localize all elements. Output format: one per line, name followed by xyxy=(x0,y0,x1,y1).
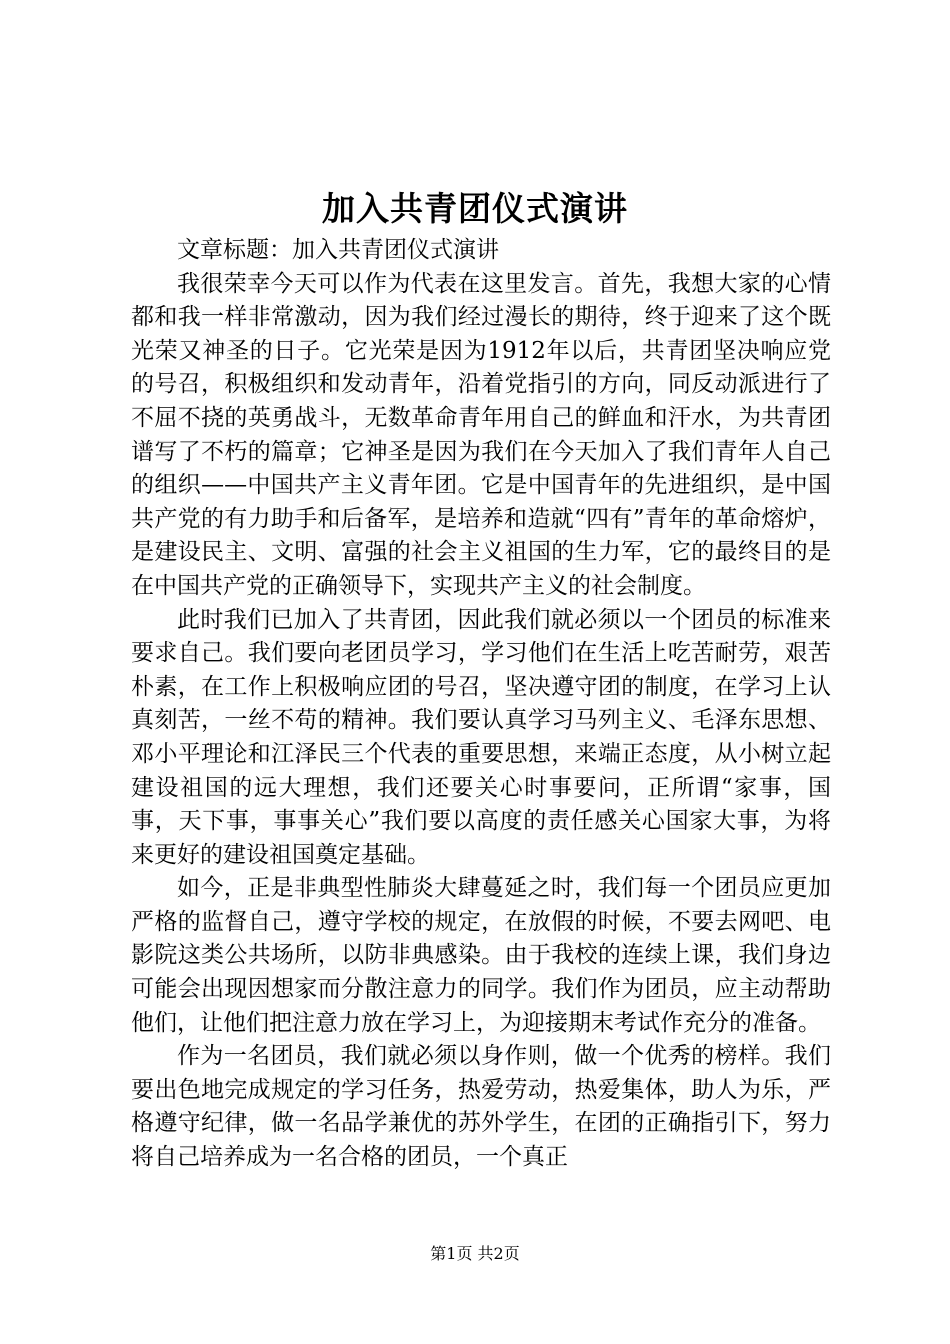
page-number-footer: 第1页 共2页 xyxy=(430,1244,520,1263)
document-title: 加入共青团仪式演讲 xyxy=(322,189,628,228)
body-paragraph: 此时我们已加入了共青团，因此我们就必须以一个团员的标准来要求自己。我们要向老团员学习，学习他们在生活上吃苦耐劳，艰苦朴素，在工作上积极响应团的号召，坚决遵守团的制度，在学习上认真刻苦，一丝不苟的精神。我们要认真学习马列主义、毛泽东思想、邓小平理论和江泽民三个代表的重要思想，来端正态度，从小树立起建设祖国的远大理想，我们还要关心时事要问，正所谓“家事，国事，天下事，事事关心”我们要以高度的责任感关心国家大事，为将来更好的建设祖国奠定基础。 xyxy=(131,606,831,868)
body-paragraph: 作为一名团员，我们就必须以身作则，做一个优秀的榜样。我们要出色地完成规定的学习任务，热爱劳动，热爱集体，助人为乐，严格遵守纪律，做一名品学兼优的苏外学生，在团的正确指引下，努力将自己培养成为一名合格的团员，一个真正 xyxy=(131,1043,831,1171)
document-body xyxy=(131,234,831,1175)
article-title-line: 文章标题：加入共青团仪式演讲 xyxy=(177,237,499,263)
body-paragraph: 我很荣幸今天可以作为代表在这里发言。首先，我想大家的心情都和我一样非常激动，因为我们经过漫长的期待，终于迎来了这个既光荣又神圣的日子。它光荣是因为1912年以后，共青团坚决响应党的号召，积极组织和发动青年，沿着党指引的方向，同反动派进行了不屈不挠的英勇战斗，无数革命青年用自己的鲜血和汗水，为共青团谱写了不朽的篇章；它神圣是因为我们在今天加入了我们青年人自己的组织——中国共产主义青年团。它是中国青年的先进组织，是中国共产党的有力助手和后备军，是培养和造就“四有”青年的革命熔炉，是建设民主、文明、富强的社会主义祖国的生力军，它的最终目的是在中国共产党的正确领导下，实现共产主义的社会制度。 xyxy=(131,270,831,599)
body-paragraph: 如今，正是非典型性肺炎大肆蔓延之时，我们每一个团员应更加严格的监督自己，遵守学校的规定，在放假的时候，不要去网吧、电影院这类公共场所，以防非典感染。由于我校的连续上课，我们身边可能会出现因想家而分散注意力的同学。我们作为团员，应主动帮助他们，让他们把注意力放在学习上，为迎接期末考试作充分的准备。 xyxy=(131,875,831,1036)
